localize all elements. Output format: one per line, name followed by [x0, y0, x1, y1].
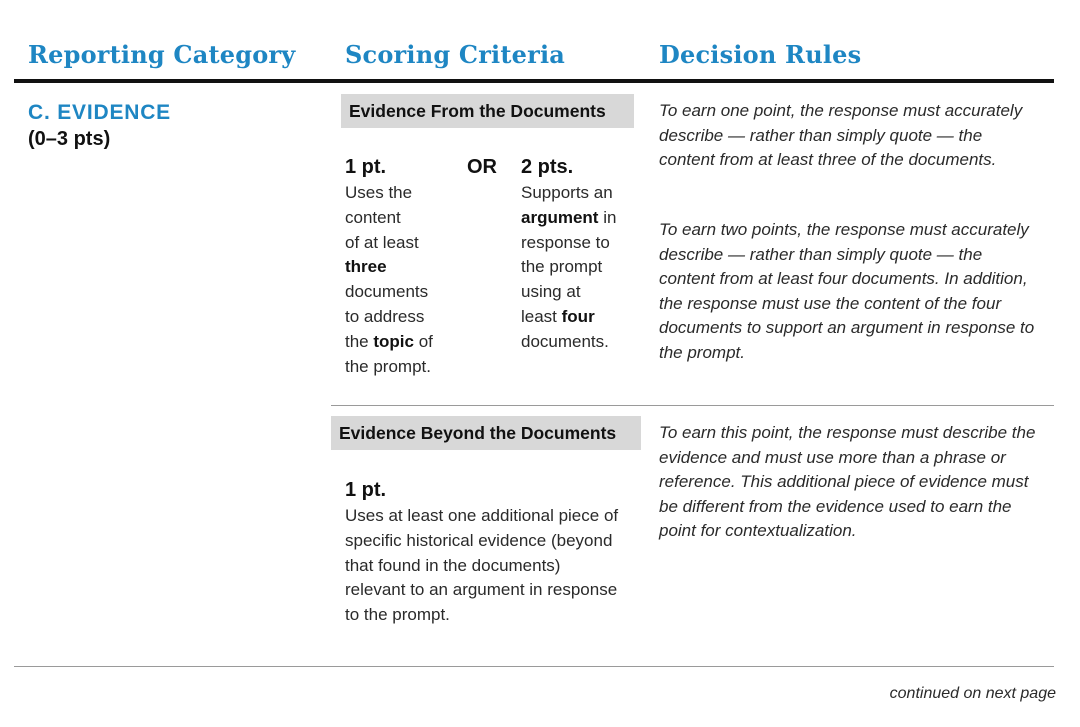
header-divider: [14, 79, 1054, 83]
docs-rule-two-points: To earn two points, the response must accurately describe — rather than simply quote — the content from at least four documents. In addition, the response must use the content of the four documents to support an argument in response to the prompt.: [659, 220, 1035, 362]
continued-note: continued on next page: [889, 685, 1056, 702]
header-reporting-category: Reporting Category: [28, 40, 296, 69]
table-bottom-divider: [14, 666, 1054, 667]
beyond-description: Uses at least one additional piece of specific historical evidence (beyond that found in the documents) relevant to an argument in response to the prompt.: [345, 506, 619, 625]
docs-option2-points: 2 pts.: [521, 156, 574, 178]
beyond-rule: To earn this point, the response must describe the evidence and must use more than a phrase or reference. This additional piece of evidence must be different from the evidence used to earn the point for contextualization.: [659, 423, 1036, 541]
header-decision-rules: Decision Rules: [659, 40, 862, 69]
category-points: (0–3 pts): [28, 128, 111, 150]
beyond-section-title: Evidence Beyond the Documents: [331, 416, 641, 450]
docs-or-label: OR: [467, 156, 497, 178]
section-divider: [331, 405, 1054, 406]
header-scoring-criteria: Scoring Criteria: [345, 40, 566, 69]
category-name: C. EVIDENCE: [28, 101, 171, 124]
docs-option1-description: Uses the content of at least three documents to address the topic of the prompt.: [345, 183, 433, 376]
docs-option1-points: 1 pt.: [345, 156, 387, 178]
beyond-points: 1 pt.: [345, 479, 387, 501]
docs-rule-one-point: To earn one point, the response must accurately describe — rather than simply quote — the content from at least three of the documents.: [659, 101, 1023, 170]
docs-option2-description: Supports an argument in response to the prompt using at least four documents.: [521, 183, 617, 351]
docs-section-title: Evidence From the Documents: [341, 94, 634, 128]
